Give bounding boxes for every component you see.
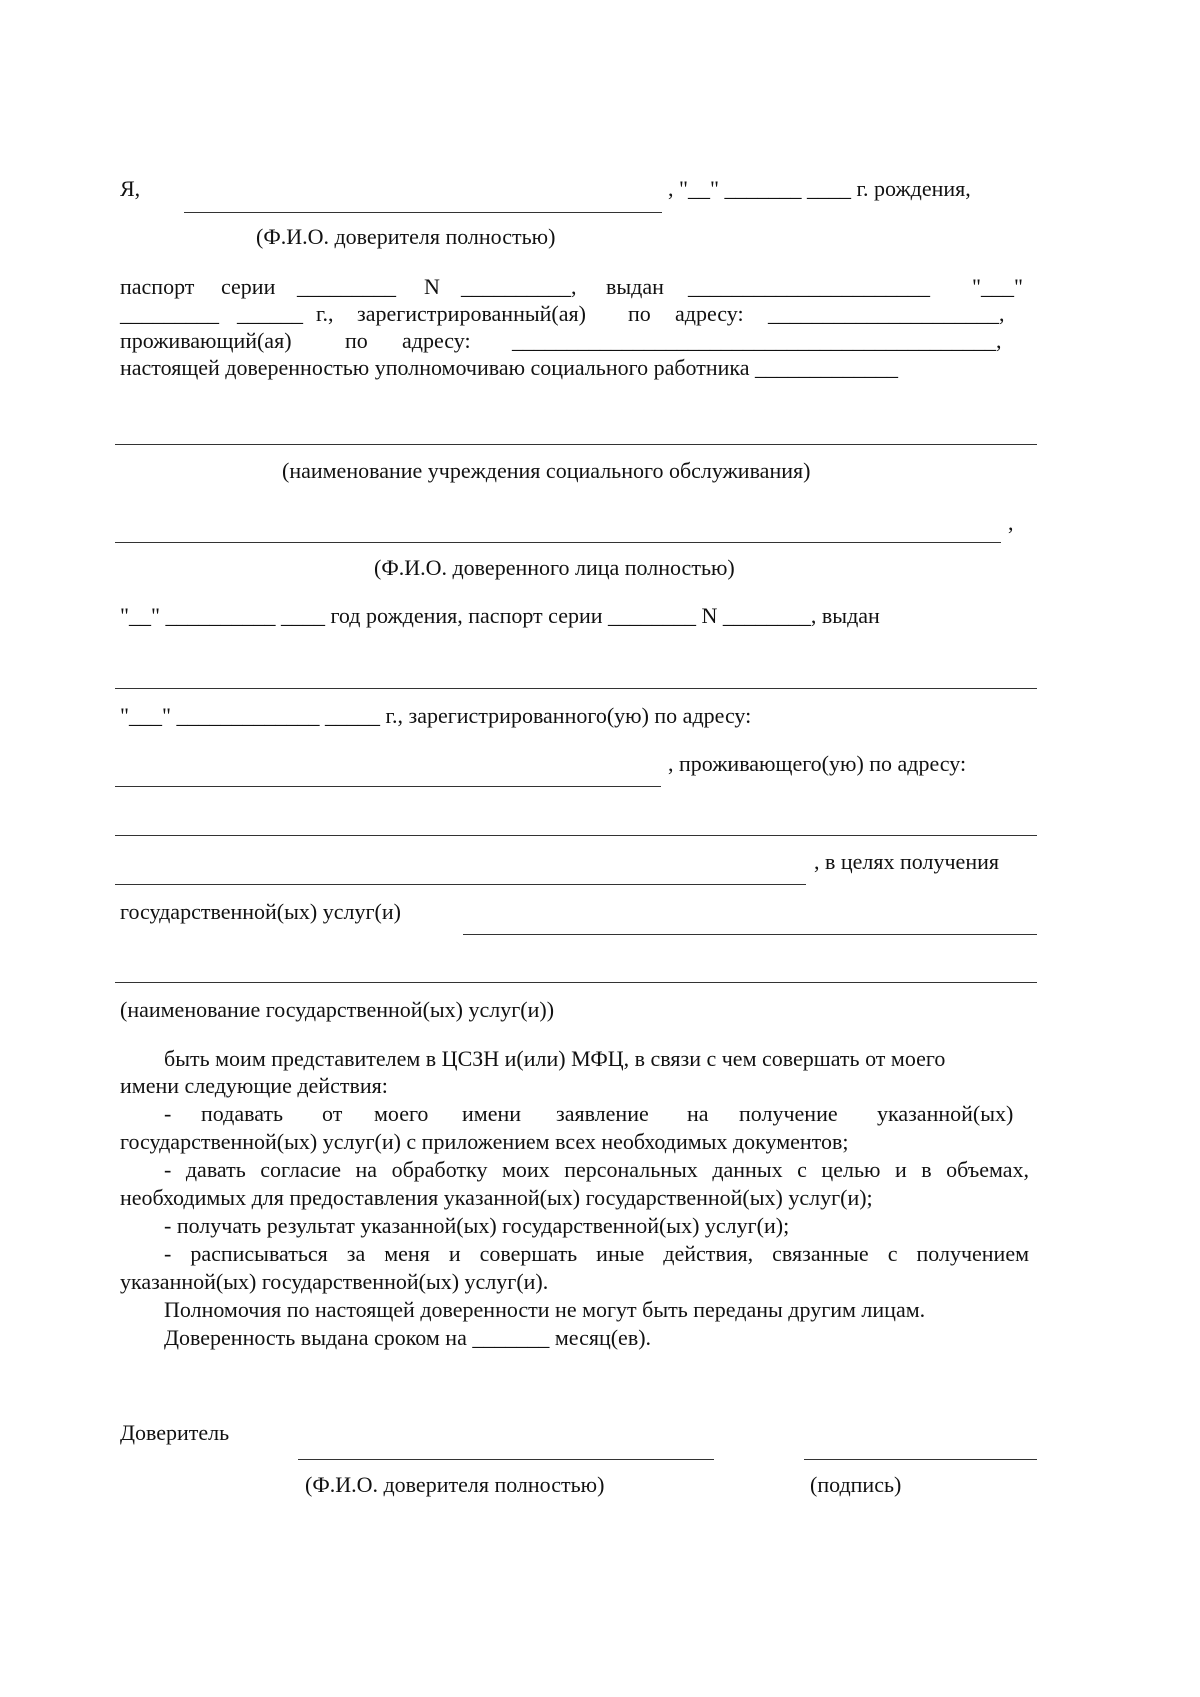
issue-month-blank: _________ (120, 301, 219, 326)
issue-year-blank: ______ (237, 301, 303, 326)
trustee-residing-label: , проживающего(ую) по адресу: (668, 751, 967, 776)
principal-birth-date: , "__" _______ ____ г. рождения, (668, 176, 971, 201)
body-p2a-w1: подавать (201, 1101, 284, 1126)
trustee-fio-caption: (Ф.И.О. доверенного лица полностью) (374, 555, 735, 580)
issued-word: выдан (606, 274, 664, 299)
series-blank: _________ (297, 274, 396, 299)
principal-fio-caption: (Ф.И.О. доверителя полностью) (256, 224, 556, 249)
trustee-name-comma: , (1008, 510, 1014, 535)
body-p5b: указанной(ых) государственной(ых) услуг(и). (120, 1269, 549, 1294)
authorization-line: настоящей доверенностью уполномочиваю социального работника _____________ (120, 355, 899, 380)
body-p6: Полномочия по настоящей доверенности не могут быть переданы другим лицам. (164, 1297, 926, 1322)
registered-word: зарегистрированный(ая) (357, 301, 586, 326)
trustee-residing-address-line (115, 835, 1037, 836)
purpose-label: , в целях получения (814, 849, 999, 874)
institution-caption: (наименование учреждения социального обслуживания) (282, 458, 811, 483)
trustee-issued-by-line (115, 688, 1037, 689)
services-label: государственной(ых) услуг(и) (120, 899, 401, 924)
trustee-issued-line: "___" _____________ _____ г., зарегистрированного(ую) по адресу: (120, 703, 752, 728)
signature-line (804, 1459, 1037, 1460)
passport-word: паспорт (120, 274, 195, 299)
body-p2a-w3: моего (374, 1101, 429, 1126)
body-p3b: необходимых для предоставления указанной(ых) государственной(ых) услуг(и); (120, 1185, 873, 1210)
body-p2a-dash: - (164, 1101, 172, 1126)
body-p2a-w2: от (322, 1101, 343, 1126)
number-blank: __________, (461, 274, 577, 299)
body-p2a-w6: на (687, 1101, 709, 1126)
body-p2a-w5: заявление (556, 1101, 649, 1126)
signature-name-line (298, 1459, 714, 1460)
institution-line (115, 444, 1037, 445)
series-word: серии (221, 274, 276, 299)
body-p2a-w4: имени (462, 1101, 522, 1126)
signature-fio-caption: (Ф.И.О. доверителя полностью) (305, 1472, 605, 1497)
signature-label: Доверитель (120, 1420, 230, 1445)
trustee-name-line (115, 542, 1001, 543)
body-p2b: государственной(ых) услуг(и) с приложением всех необходимых документов; (120, 1129, 849, 1154)
services-line-2 (115, 982, 1037, 983)
residing-address-blank: ____________________________________________, (512, 328, 1002, 353)
body-p2a-w7: получение (739, 1101, 838, 1126)
body-p5a: - расписываться за меня и совершать иные действия, связанные с получением (164, 1241, 1029, 1266)
registered-address-blank: _____________________, (768, 301, 1005, 326)
body-p1a: быть моим представителем в ЦСЗН и(или) МФЦ, в связи с чем совершать от моего (164, 1046, 946, 1071)
body-p3a: - давать согласие на обработку моих персональных данных с целью и в объемах, (164, 1157, 1029, 1182)
at-word: по (345, 328, 368, 353)
address-word: адресу: (675, 301, 744, 326)
trustee-birth-line: "__" __________ ____ год рождения, паспорт серии ________ N ________, выдан (120, 603, 880, 628)
issued-by-blank: ______________________ (688, 274, 930, 299)
services-line (463, 934, 1037, 935)
residing-word: проживающий(ая) (120, 328, 292, 353)
services-caption: (наименование государственной(ых) услуг(и)) (120, 997, 555, 1022)
principal-name-line (184, 212, 662, 213)
body-p2a-w8: указанной(ых) (877, 1101, 1014, 1126)
trustee-residing-address-line-2 (115, 884, 806, 885)
issue-day-blank: "___" (972, 274, 1023, 299)
year-abbr: г., (316, 301, 334, 326)
principal-label: Я, (120, 176, 141, 201)
address-word: адресу: (402, 328, 471, 353)
trustee-registered-address-line (115, 786, 661, 787)
signature-sign-caption: (подпись) (810, 1472, 902, 1497)
body-p7: Доверенность выдана сроком на _______ месяц(ев). (164, 1325, 652, 1350)
number-sign: N (424, 274, 440, 299)
at-word: по (628, 301, 651, 326)
body-p4: - получать результат указанной(ых) государственной(ых) услуг(и); (164, 1213, 790, 1238)
body-p1b: имени следующие действия: (120, 1073, 388, 1098)
